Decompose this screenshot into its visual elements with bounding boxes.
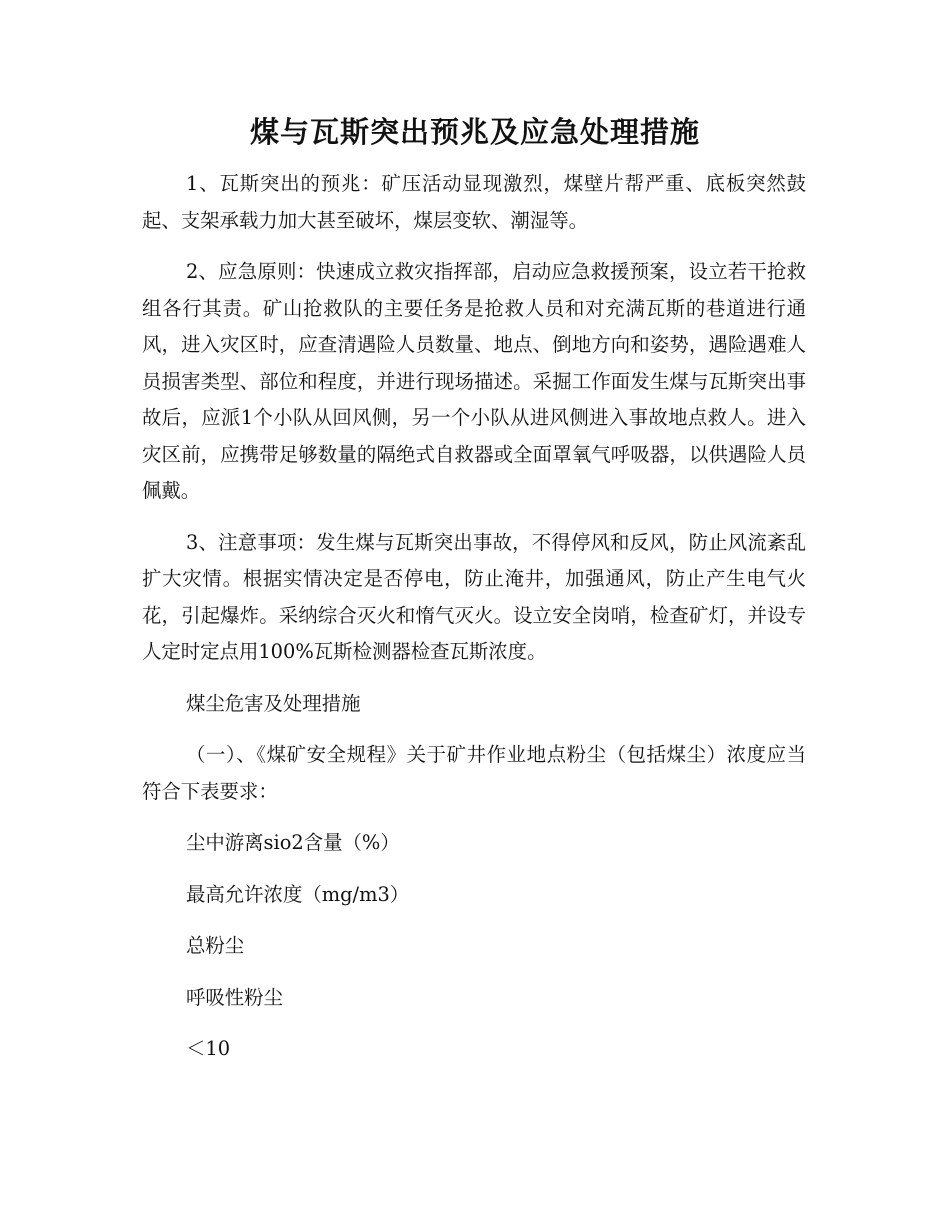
- paragraph-precautions: 3、注意事项：发生煤与瓦斯突出事故，不得停风和反风，防止风流紊乱扩大灾情。根据实情决定是否停电，防止淹井，加强通风，防止产生电气火花，引起爆炸。采纳综合灭火和惰气灭火。设立安全岗哨，检查矿灯，并设专人定时定点用100%瓦斯检测器检查瓦斯浓度。: [142, 530, 806, 663]
- document-body: [142, 166, 806, 1083]
- document-title: 煤与瓦斯突出预兆及应急处理措施: [249, 115, 700, 149]
- table-text-less-than-10: ＜10: [186, 1037, 231, 1060]
- table-text-respirable-dust: 呼吸性粉尘: [186, 985, 283, 1009]
- table-text-total-dust: 总粉尘: [186, 934, 245, 957]
- paragraph-safety-regulation: （一）、《煤矿安全规程》关于矿井作业地点粉尘（包括煤尘）浓度应当符合下表要求：: [142, 743, 806, 803]
- paragraph-emergency-principles: 2、应急原则：快速成立救灾指挥部，启动应急救援预案，设立若干抢救组各行其责。矿山抢救队的主要任务是抢救人员和对充满瓦斯的巷道进行通风，进入灾区时，应查清遇险人员数量、地点、倒地方向和姿势，遇险遇难人员损害类型、部位和程度，并进行现场描述。采掘工作面发生煤与瓦斯突出事故后，应派1个小队从回风侧，另一个小队从进风侧进入事故地点救人。进入灾区前，应携带足够数量的隔绝式自救器或全面罩氧气呼吸器，以供遇险人员佩戴。: [142, 260, 806, 502]
- table-text-sio2-content: 尘中游离sio2含量（%）: [186, 831, 400, 854]
- section-heading-coal-dust: 煤尘危害及处理措施: [186, 691, 361, 715]
- paragraph-outburst-signs: 1、瓦斯突出的预兆：矿压活动显现激烈，煤壁片帮严重、底板突然鼓起、支架承载力加大甚至破坏，煤层变软、潮湿等。: [142, 172, 806, 232]
- table-text-max-concentration: 最高允许浓度（mg/m3）: [186, 882, 410, 906]
